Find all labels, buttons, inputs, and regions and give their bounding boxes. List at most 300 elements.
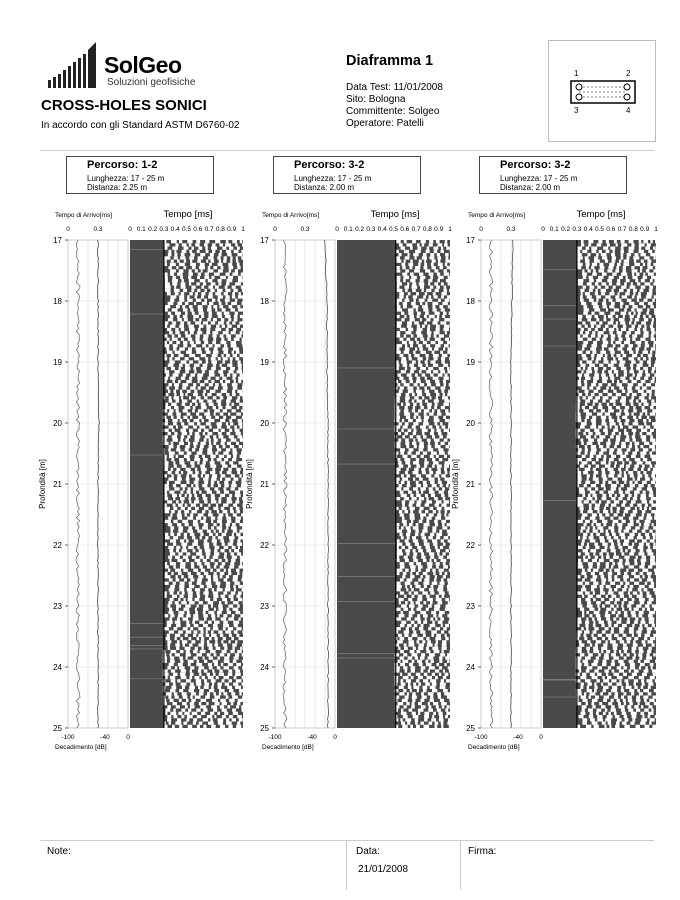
waveform-wiggle — [436, 471, 441, 474]
waveform-wiggle — [186, 656, 188, 659]
waveform-wiggle — [596, 318, 599, 321]
waveform-wiggle — [230, 367, 235, 370]
waveform-wiggle — [165, 276, 168, 279]
waveform-wiggle — [447, 653, 450, 656]
waveform-wiggle — [579, 487, 584, 490]
waveform-wiggle — [631, 308, 634, 311]
waveform-wiggle — [443, 347, 445, 350]
waveform-wiggle — [233, 712, 238, 715]
waveform-wiggle — [603, 328, 606, 331]
waveform-wiggle — [214, 608, 216, 611]
waveform-wiggle — [420, 276, 425, 279]
waveform-wiggle — [232, 377, 235, 380]
waveform-wiggle — [186, 559, 189, 562]
waveform-wiggle — [608, 666, 611, 669]
waveform-wiggle — [173, 709, 176, 712]
waveform-wiggle — [585, 445, 588, 448]
waveform-wiggle — [206, 360, 208, 363]
waveform-wiggle — [221, 595, 225, 598]
waveform-wiggle — [640, 601, 644, 604]
waveform-wiggle — [426, 517, 431, 520]
waveform-wiggle — [642, 608, 645, 611]
waveform-wiggle — [219, 282, 222, 285]
waveform-wiggle — [173, 347, 176, 350]
waveform-wiggle — [185, 634, 188, 637]
waveform-wiggle — [583, 305, 587, 308]
waveform-wiggle — [189, 325, 194, 328]
waveform-wiggle — [639, 247, 641, 250]
waveform-wiggle — [176, 624, 181, 627]
waveform-wiggle — [618, 543, 621, 546]
waveform-wiggle — [649, 699, 654, 702]
waveform-wiggle — [437, 513, 441, 516]
waveform-wiggle — [211, 458, 214, 461]
waveform-wiggle — [437, 552, 439, 555]
waveform-wiggle — [431, 263, 434, 266]
waveform-wiggle — [205, 549, 211, 552]
waveform-wiggle — [624, 725, 629, 728]
waveform-wiggle — [241, 256, 243, 259]
waveform-wiggle — [418, 344, 422, 347]
waveform-wiggle — [626, 458, 629, 461]
waveform-wiggle — [183, 546, 187, 549]
waveform-wiggle — [629, 669, 631, 672]
waveform-wiggle — [207, 692, 210, 695]
waveform-wiggle — [240, 562, 242, 565]
waveform-wiggle — [410, 370, 414, 373]
waveform-wiggle — [584, 409, 589, 412]
waveform-wiggle — [400, 656, 404, 659]
waveform-wiggle — [425, 302, 427, 305]
waveform-wiggle — [412, 360, 416, 363]
waveform-wiggle — [184, 510, 189, 513]
waveform-wiggle — [214, 386, 218, 389]
waveform-wiggle — [595, 282, 598, 285]
waveform-wiggle — [647, 578, 653, 581]
waveform-wiggle — [588, 439, 594, 442]
waveform-wiggle — [194, 481, 199, 484]
waveform-wiggle — [406, 468, 409, 471]
waveform-wiggle — [580, 299, 584, 302]
waveform-wiggle — [229, 370, 234, 373]
waveform-wiggle — [218, 432, 222, 435]
waveform-wiggle — [648, 250, 652, 253]
waveform-wiggle — [606, 240, 609, 243]
waveform-wiggle — [635, 481, 638, 484]
waveform-wiggle — [432, 302, 438, 305]
waveform-wiggle — [616, 481, 618, 484]
waveform-wiggle — [597, 439, 603, 442]
waveform-wiggle — [225, 380, 230, 383]
waveform-wiggle — [181, 360, 187, 363]
waveform-wiggle — [644, 709, 649, 712]
waveform-wiggle — [631, 500, 636, 503]
waveform-wiggle — [204, 523, 208, 526]
waveform-wiggle — [444, 513, 446, 516]
waveform-wiggle — [629, 481, 632, 484]
waveform-wiggle — [218, 500, 221, 503]
waveform-wiggle — [445, 240, 448, 243]
waveform-wiggle — [165, 712, 167, 715]
waveform-wiggle — [623, 315, 625, 318]
waveform-wiggle — [184, 247, 189, 250]
waveform-wiggle — [655, 383, 656, 386]
waveform-wiggle — [229, 549, 231, 552]
waveform-wiggle — [597, 715, 602, 718]
waveform-wiggle — [648, 468, 651, 471]
waveform-wiggle — [593, 526, 596, 529]
waveform-wiggle — [429, 666, 435, 669]
waveform-wiggle — [435, 725, 438, 728]
waveform-wiggle — [425, 504, 429, 507]
waveform-wiggle — [623, 634, 627, 637]
waveform-wiggle — [403, 487, 409, 490]
waveform-wiggle — [447, 266, 450, 269]
waveform-wiggle — [441, 250, 444, 253]
waveform-wiggle — [632, 380, 637, 383]
waveform-wiggle — [598, 276, 603, 279]
waveform-wiggle — [440, 351, 443, 354]
waveform-wiggle — [632, 647, 637, 650]
waveform-wiggle — [636, 273, 639, 276]
waveform-wiggle — [405, 286, 410, 289]
waveform-wiggle — [599, 435, 605, 438]
waveform-wiggle — [449, 699, 450, 702]
waveform-wiggle — [632, 452, 637, 455]
waveform-wiggle — [585, 260, 590, 263]
waveform-wiggle — [420, 656, 425, 659]
waveform-wiggle — [204, 380, 208, 383]
waveform-wiggle — [226, 334, 231, 337]
waveform-wiggle — [415, 530, 419, 533]
waveform-wiggle — [639, 676, 645, 679]
waveform-wiggle — [221, 367, 226, 370]
waveform-wiggle — [434, 604, 440, 607]
waveform-wiggle — [237, 370, 243, 373]
waveform-wiggle — [183, 617, 189, 620]
waveform-wiggle — [585, 383, 588, 386]
waveform-wiggle — [404, 409, 409, 412]
waveform-wiggle — [175, 634, 180, 637]
waveform-wiggle — [596, 712, 599, 715]
waveform-wiggle — [437, 253, 440, 256]
waveform-wiggle — [592, 351, 596, 354]
waveform-wiggle — [240, 315, 243, 318]
waveform-wiggle — [423, 686, 428, 689]
waveform-wiggle — [645, 247, 650, 250]
waveform-wiggle — [582, 705, 587, 708]
waveform-wiggle — [205, 536, 208, 539]
waveform-wiggle — [582, 722, 587, 725]
waveform-wiggle — [655, 416, 656, 419]
waveform-wiggle — [410, 513, 415, 516]
waveform-wiggle — [617, 510, 620, 513]
waveform-wiggle — [445, 373, 448, 376]
waveform-wiggle — [205, 696, 210, 699]
waveform-wiggle — [204, 507, 208, 510]
waveform-wiggle — [643, 448, 648, 451]
waveform-wiggle — [610, 517, 613, 520]
waveform-wiggle — [639, 396, 645, 399]
waveform-wiggle — [400, 386, 404, 389]
waveform-wiggle — [188, 598, 193, 601]
waveform-wiggle — [595, 432, 600, 435]
waveform-wiggle — [223, 591, 227, 594]
waveform-wiggle — [169, 452, 175, 455]
waveform-wiggle — [179, 269, 184, 272]
waveform-wiggle — [229, 494, 232, 497]
waveform-wiggle — [439, 715, 443, 718]
waveform-wiggle — [192, 448, 195, 451]
waveform-wiggle — [624, 471, 626, 474]
waveform-wiggle — [240, 523, 244, 526]
waveform-wiggle — [624, 650, 627, 653]
waveform-wiggle — [599, 452, 603, 455]
waveform-wiggle — [641, 321, 646, 324]
waveform-wiggle — [242, 666, 243, 669]
waveform-wiggle — [173, 543, 176, 546]
waveform-wiggle — [612, 669, 615, 672]
waveform-wiggle — [599, 572, 603, 575]
waveform-wiggle — [592, 699, 598, 702]
waveform-wiggle — [180, 393, 184, 396]
waveform-wiggle — [200, 263, 205, 266]
waveform-wiggle — [179, 442, 184, 445]
waveform-wiggle — [581, 572, 586, 575]
waveform-wiggle — [396, 250, 399, 253]
waveform-wiggle — [409, 504, 413, 507]
waveform-wiggle — [420, 487, 426, 490]
waveform-wiggle — [196, 683, 201, 686]
waveform-wiggle — [191, 562, 194, 565]
waveform-wiggle — [640, 445, 643, 448]
waveform-wiggle — [592, 559, 597, 562]
waveform-wiggle — [437, 507, 442, 510]
waveform-wiggle — [194, 302, 196, 305]
waveform-wiggle — [165, 520, 171, 523]
waveform-wiggle — [175, 696, 179, 699]
waveform-wiggle — [618, 702, 621, 705]
waveform-wiggle — [170, 513, 172, 516]
waveform-wiggle — [619, 364, 624, 367]
waveform-wiggle — [400, 562, 405, 565]
waveform-wiggle — [188, 487, 191, 490]
waveform-wiggle — [216, 676, 219, 679]
waveform-wiggle — [238, 295, 243, 298]
waveform-wiggle — [611, 484, 617, 487]
waveform-wiggle — [179, 494, 181, 497]
waveform-wiggle — [215, 696, 221, 699]
time-tick: 0.1 — [343, 226, 353, 233]
waveform-wiggle — [434, 357, 438, 360]
waveform-wiggle — [214, 715, 216, 718]
waveform-wiggle — [199, 318, 202, 321]
waveform-wiggle — [203, 458, 208, 461]
waveform-wiggle — [203, 432, 205, 435]
waveform-wiggle — [175, 292, 179, 295]
waveform-wiggle — [401, 481, 405, 484]
waveform-wiggle — [178, 530, 182, 533]
waveform-wiggle — [233, 683, 238, 686]
waveform-wiggle — [437, 409, 440, 412]
waveform-wiggle — [622, 712, 626, 715]
arrival-axis-label: Tempo di Arrivo[ms] — [468, 212, 526, 219]
waveform-wiggle — [602, 722, 606, 725]
waveform-wiggle — [643, 491, 646, 494]
waveform-wiggle — [186, 468, 191, 471]
waveform-wiggle — [623, 543, 629, 546]
waveform-wiggle — [611, 679, 616, 682]
waveform-wiggle — [638, 634, 641, 637]
waveform-wiggle — [646, 536, 650, 539]
waveform-wiggle — [449, 669, 450, 672]
waveform-wiggle — [397, 276, 401, 279]
waveform-wiggle — [195, 598, 200, 601]
waveform-wiggle — [441, 357, 445, 360]
waveform-wiggle — [198, 575, 203, 578]
waveform-wiggle — [632, 656, 635, 659]
waveform-wiggle — [583, 276, 586, 279]
waveform-wiggle — [240, 240, 243, 243]
waveform-wiggle — [604, 318, 607, 321]
waveform-wiggle — [239, 445, 242, 448]
waveform-wiggle — [182, 386, 186, 389]
waveform-wiggle — [583, 357, 588, 360]
waveform-wiggle — [181, 435, 184, 438]
waveform-wiggle — [585, 656, 591, 659]
waveform-wiggle — [634, 653, 636, 656]
waveform-wiggle — [421, 455, 424, 458]
waveform-wiggle — [649, 494, 654, 497]
waveform-wiggle — [409, 500, 414, 503]
waveform-wiggle — [410, 517, 415, 520]
waveform-wiggle — [611, 289, 613, 292]
waveform-wiggle — [165, 507, 171, 510]
waveform-wiggle — [631, 455, 636, 458]
waveform-wiggle — [237, 595, 241, 598]
waveform-wiggle — [441, 247, 443, 250]
waveform-wiggle — [614, 624, 618, 627]
waveform-wiggle — [231, 692, 235, 695]
waveform-wiggle — [215, 546, 220, 549]
waveform-wiggle — [603, 478, 608, 481]
waveform-wiggle — [235, 686, 241, 689]
waveform-wiggle — [622, 416, 627, 419]
waveform-wiggle — [598, 334, 601, 337]
waveform-wiggle — [410, 260, 413, 263]
time-tick: 0.8 — [422, 226, 432, 233]
waveform-wiggle — [197, 377, 201, 380]
waveform-wiggle — [205, 240, 209, 243]
waveform-wiggle — [416, 601, 421, 604]
waveform-wiggle — [588, 510, 593, 513]
waveform-wiggle — [183, 569, 188, 572]
waveform-wiggle — [239, 617, 241, 620]
waveform-wiggle — [617, 718, 622, 721]
waveform-wiggle — [199, 621, 204, 624]
waveform-wiggle — [195, 295, 198, 298]
waveform-wiggle — [212, 250, 215, 253]
waveform-wiggle — [651, 497, 656, 500]
waveform-wiggle — [408, 354, 411, 357]
depth-tick: 19 — [53, 358, 62, 367]
waveform-wiggle — [621, 253, 624, 256]
waveform-wiggle — [596, 338, 600, 341]
waveform-wiggle — [590, 533, 593, 536]
waveform-wiggle — [615, 425, 618, 428]
waveform-wiggle — [617, 452, 623, 455]
waveform-wiggle — [581, 240, 584, 243]
waveform-wiggle — [426, 393, 430, 396]
waveform-wiggle — [423, 582, 429, 585]
waveform-wiggle — [625, 412, 629, 415]
waveform-wiggle — [173, 702, 177, 705]
waveform-wiggle — [165, 321, 168, 324]
waveform-wiggle — [237, 510, 241, 513]
waveform-wiggle — [213, 627, 219, 630]
meta-site: Sito: Bologna — [346, 94, 406, 105]
waveform-wiggle — [418, 683, 421, 686]
waveform-wiggle — [195, 507, 199, 510]
waveform-wiggle — [421, 406, 424, 409]
waveform-wiggle — [429, 471, 433, 474]
waveform-wiggle — [593, 377, 599, 380]
waveform-wiggle — [197, 461, 199, 464]
waveform-wiggle — [175, 643, 180, 646]
waveform-wiggle — [429, 552, 434, 555]
waveform-wiggle — [429, 240, 433, 243]
waveform-wiggle — [581, 370, 583, 373]
waveform-wiggle — [634, 683, 637, 686]
waveform-wiggle — [624, 481, 626, 484]
arrival-tick: 0 — [66, 226, 70, 233]
waveform-wiggle — [624, 715, 627, 718]
waveform-wiggle — [210, 471, 215, 474]
waveform-wiggle — [407, 692, 409, 695]
waveform-wiggle — [594, 669, 598, 672]
waveform-wiggle — [211, 500, 216, 503]
waveform-wiggle — [196, 282, 199, 285]
waveform-wiggle — [422, 432, 425, 435]
waveform-wiggle — [226, 526, 228, 529]
waveform-wiggle — [625, 549, 627, 552]
waveform-wiggle — [633, 292, 635, 295]
waveform-wiggle — [403, 276, 409, 279]
waveform-wiggle — [186, 650, 190, 653]
waveform-wiggle — [579, 643, 584, 646]
waveform-wiggle — [226, 302, 228, 305]
waveform-wiggle — [169, 549, 173, 552]
panel-title: Diaframma 1 — [346, 53, 434, 69]
waveform-wiggle — [403, 364, 408, 367]
waveform-wiggle — [426, 318, 430, 321]
waveform-wiggle — [621, 445, 626, 448]
waveform-wiggle — [637, 364, 643, 367]
waveform-wiggle — [215, 292, 221, 295]
waveform-wiggle — [641, 494, 646, 497]
waveform-wiggle — [606, 556, 610, 559]
waveform-wiggle — [197, 715, 201, 718]
waveform-wiggle — [227, 608, 230, 611]
waveform-wiggle — [210, 461, 215, 464]
waveform-wiggle — [423, 295, 426, 298]
borehole-label-2: 2 — [626, 69, 631, 78]
waveform-wiggle — [633, 289, 637, 292]
waveform-wiggle — [617, 416, 619, 419]
waveform-wiggle — [652, 533, 656, 536]
waveform-wiggle — [207, 491, 212, 494]
waveform-wiggle — [606, 595, 608, 598]
